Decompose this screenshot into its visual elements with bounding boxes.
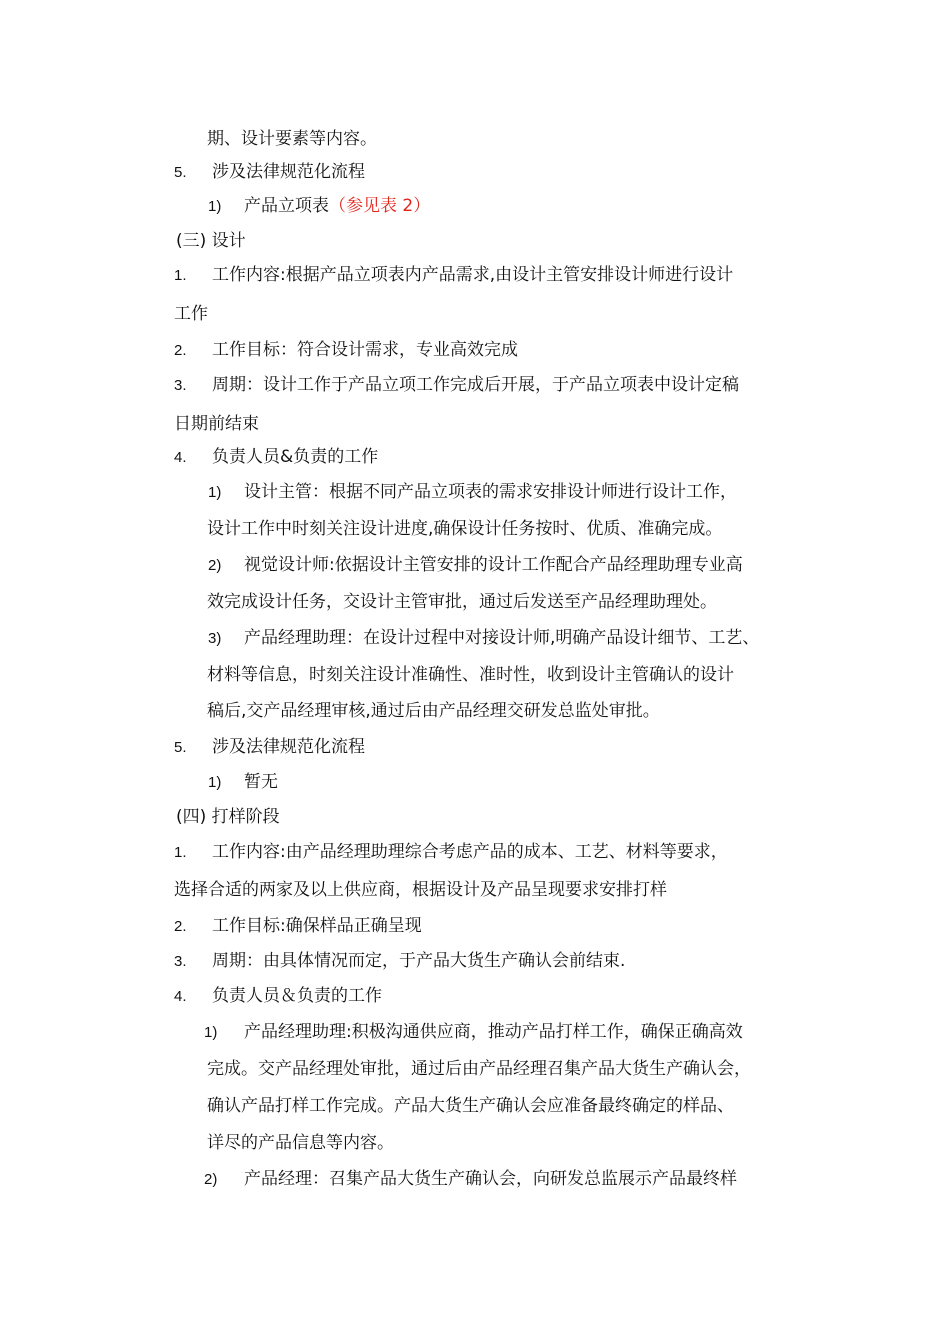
section-heading: (四) 打样阶段 bbox=[176, 807, 280, 827]
list-item: 周期：设计工作于产品立项工作完成后开展，于产品立项表中设计定稿 bbox=[212, 375, 739, 395]
text-line: 材料等信息，时刻关注设计准确性、准时性，收到设计主管确认的设计 bbox=[207, 665, 734, 685]
text-span: 产品立项表 bbox=[244, 196, 329, 216]
list-item: 产品经理：召集产品大货生产确认会，向研发总监展示产品最终样 bbox=[244, 1169, 737, 1189]
table-reference: （参见表 2） bbox=[329, 196, 431, 216]
list-item bbox=[244, 195, 430, 217]
list-number: 5. bbox=[174, 739, 187, 756]
list-item-heading: 涉及法律规范化流程 bbox=[212, 162, 365, 182]
list-item: 工作目标：符合设计需求，专业高效完成 bbox=[212, 340, 518, 360]
list-item-heading: 涉及法律规范化流程 bbox=[212, 737, 365, 757]
list-number: 2. bbox=[174, 918, 187, 935]
list-item: 周期：由具体情况而定，于产品大货生产确认会前结束. bbox=[212, 951, 626, 971]
list-number: 1. bbox=[174, 267, 187, 284]
list-item-heading: 负责人员＆负责的工作 bbox=[212, 986, 382, 1006]
list-item: 工作目标:确保样品正确呈现 bbox=[212, 916, 422, 936]
list-number: 5. bbox=[174, 164, 187, 181]
text-line: 完成。交产品经理处审批，通过后由产品经理召集产品大货生产确认会， bbox=[207, 1059, 751, 1079]
text-line: 设计工作中时刻关注设计进度,确保设计任务按时、优质、准确完成。 bbox=[207, 519, 723, 539]
text-line: 期、设计要素等内容。 bbox=[207, 129, 377, 149]
list-number: 3) bbox=[208, 630, 222, 647]
list-item: 产品经理助理：在设计过程中对接设计师,明确产品设计细节、工艺、 bbox=[244, 628, 760, 648]
text-line: 日期前结束 bbox=[174, 414, 259, 434]
list-number: 3. bbox=[174, 953, 187, 970]
list-item: 暂无 bbox=[244, 772, 278, 792]
text-line: 选择合适的两家及以上供应商，根据设计及产品呈现要求安排打样 bbox=[174, 880, 667, 900]
list-number: 3. bbox=[174, 377, 187, 394]
text-line: 效完成设计任务，交设计主管审批，通过后发送至产品经理助理处。 bbox=[207, 592, 717, 612]
list-item: 工作内容:根据产品立项表内产品需求,由设计主管安排设计师进行设计 bbox=[212, 265, 734, 285]
text-line: 确认产品打样工作完成。产品大货生产确认会应准备最终确定的样品、 bbox=[207, 1096, 734, 1116]
list-number: 1) bbox=[208, 198, 222, 215]
list-number: 4. bbox=[174, 449, 187, 466]
list-number: 4. bbox=[174, 988, 187, 1005]
list-number: 1. bbox=[174, 844, 187, 861]
text-line: 工作 bbox=[174, 304, 208, 324]
text-line: 稿后,交产品经理审核,通过后由产品经理交研发总监处审批。 bbox=[207, 701, 660, 721]
list-item: 视觉设计师:依据设计主管安排的设计工作配合产品经理助理专业高 bbox=[244, 555, 743, 575]
list-item: 产品经理助理:积极沟通供应商，推动产品打样工作，确保正确高效 bbox=[244, 1022, 743, 1042]
list-number: 1) bbox=[208, 774, 222, 791]
list-item-heading: 负责人员&负责的工作 bbox=[212, 447, 379, 467]
list-number: 2. bbox=[174, 342, 187, 359]
list-item: 工作内容:由产品经理助理综合考虑产品的成本、工艺、材料等要求， bbox=[212, 842, 728, 862]
section-heading: (三) 设计 bbox=[176, 231, 246, 251]
list-number: 1) bbox=[204, 1024, 218, 1041]
list-item: 设计主管：根据不同产品立项表的需求安排设计师进行设计工作， bbox=[244, 482, 737, 502]
list-number: 2) bbox=[204, 1171, 218, 1188]
list-number: 1) bbox=[208, 484, 222, 501]
list-number: 2) bbox=[208, 557, 222, 574]
text-line: 详尽的产品信息等内容。 bbox=[207, 1133, 394, 1153]
